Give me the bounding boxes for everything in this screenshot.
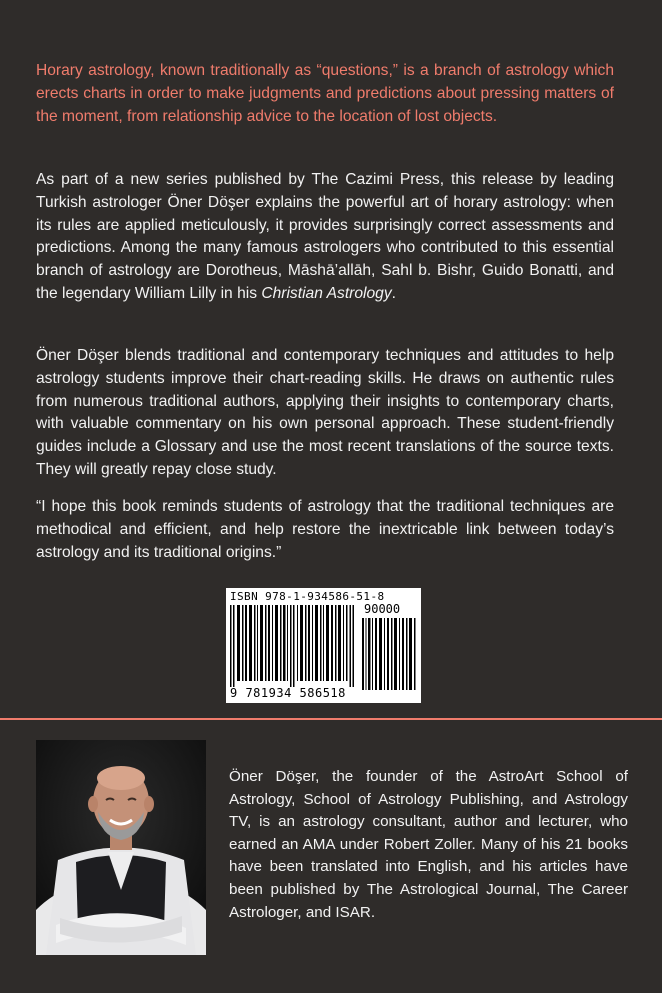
author-approach-paragraph: Öner Döşer blends traditional and contemporary techniques and attitudes to help astrology students improve their chart-reading skills. He draws on authentic rules from numerous traditional authors, applying their insights to contemporary charts, with valuable commentary on his own personal approach. These student-friendly guides include a Glossary and use the most recent translations of the source texts. They will greatly repay close study. bbox=[36, 347, 614, 478]
author-portrait-icon bbox=[36, 740, 206, 955]
author-photo bbox=[36, 740, 206, 955]
addon-barcode-icon bbox=[362, 618, 416, 690]
series-text: As part of a new series published by The Cazimi Press, this release by leading Turkish astrologer Öner Döşer explains the powerful art of horary astrology: when its rules are applied meticulously, it provides surprisingly correct assessments and predictions. Among the many famous astrologers who contributed to this essential branch of astrology are Dorotheus, Māshā’allāh, Sahl b. Bishr, Guido Bonatti, and the legendary William Lilly in his bbox=[36, 171, 614, 302]
isbn-barcode bbox=[226, 588, 421, 703]
author-quote: “I hope this book reminds students of astrology that the traditional techniques are methodical and efficient, and help restore the inextricable link between today’s astrology and its traditional origins.” bbox=[36, 498, 614, 561]
isbn-label: ISBN 978-1-934586-51-8 bbox=[230, 590, 385, 603]
intro-paragraph: Horary astrology, known traditionally as “questions,” is a branch of astrology which erects charts in order to make judgments and predictions about pressing matters of the moment, from relationship advice to the location of lost objects. bbox=[36, 62, 614, 125]
author-bio: Öner Döşer, the founder of the AstroArt School of Astrology, School of Astrology Publishing, and Astrology TV, is an astrology consultant, author and lecturer, who earned an AMA under Robert Zoller. Many of his 21 books have been translated into English, and his articles have been published by The Astrological Journal, The Career Astrologer, and ISAR. bbox=[229, 768, 628, 921]
price-code: 90000 bbox=[364, 602, 401, 616]
barcode-bars-icon bbox=[230, 605, 354, 687]
series-paragraph bbox=[36, 169, 614, 306]
series-end: . bbox=[391, 284, 396, 302]
section-divider bbox=[0, 718, 662, 720]
ean-digits: 9 781934 586518 bbox=[230, 686, 346, 700]
book-title: Christian Astrology bbox=[261, 284, 392, 302]
